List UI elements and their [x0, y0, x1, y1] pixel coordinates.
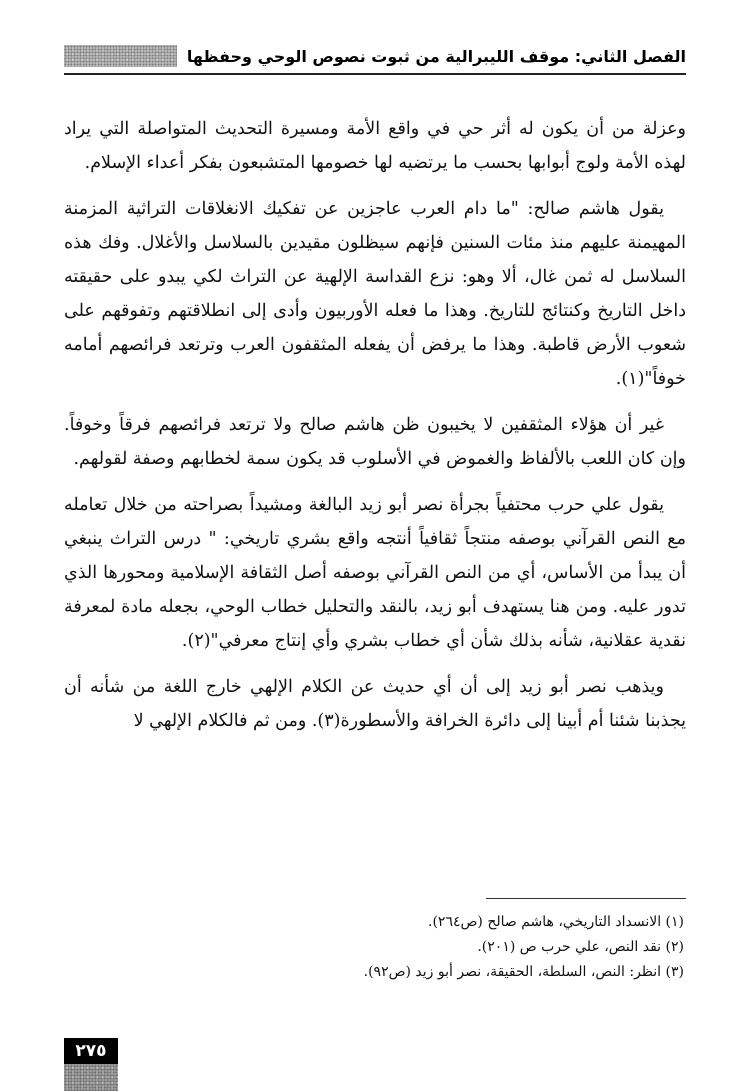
- paragraph: يقول هاشم صالح: "ما دام العرب عاجزين عن تفكيك الانغلاقات التراثية المزمنة المهيمنة عليهم منذ مئات السنين فإنهم سيظلون مقيدين بالسلاسل والأغلال. وفك هذه السلاسل له ثمن غال، ألا وهو: نزع القداسة الإلهية عن التراث لكي يبدو على حقيقته داخل التاريخ وكنتائج للتاريخ. وهذا ما فعله الأوربيون وأدى إلى انطلاقتهم وتفوقهم على شعوب الأرض قاطبة. وهذا ما يرفض أن يفعله المثقفون العرب وترتعد فرائصهم أمامه خوفاً"(١).: [64, 199, 686, 389]
- header-pattern-band: [64, 45, 177, 67]
- paragraph: ويذهب نصر أبو زيد إلى أن أي حديث عن الكلام الإلهي خارج اللغة من شأنه أن يجذبنا شئنا أم أبينا إلى دائرة الخرافة والأسطورة(٣). ومن ثم فالكلام الإلهي لا: [64, 677, 686, 731]
- footnote: (٢) نقد النص، علي حرب ص (٢٠١).: [477, 939, 684, 955]
- header-divider: [64, 73, 686, 75]
- page-number-box: [64, 1038, 118, 1091]
- running-header: [64, 42, 686, 70]
- main-text: [64, 112, 686, 750]
- paragraph: وعزلة من أن يكون له أثر حي في واقع الأمة ومسيرة التحديث المتواصلة التي يراد لهذه الأمة ولوج أبوابها بحسب ما يرتضيه لها خصومها المتشبعون بفكر أعداء الإسلام.: [64, 119, 686, 173]
- paragraph: غير أن هؤلاء المثقفين لا يخيبون ظن هاشم صالح ولا ترتعد فرائصهم فرقاً وخوفاً. وإن كان اللعب بالألفاظ والغموض في الأسلوب قد يكون سمة لخطابهم وصفة لقولهم.: [64, 415, 686, 469]
- footnote: (٣) انظر: النص، السلطة، الحقيقة، نصر أبو زيد (ص٩٢).: [363, 964, 684, 980]
- footnote-divider: [486, 898, 686, 899]
- footnote: (١) الانسداد التاريخي، هاشم صالح (ص٢٦٤).: [428, 914, 684, 930]
- footnotes: [64, 910, 686, 985]
- paragraph: يقول علي حرب محتفياً بجرأة نصر أبو زيد البالغة ومشيداً بصراحته من خلال تعامله مع النص القرآني بوصفه منتجاً ثقافياً أنتجه واقع بشري تاريخي: " درس التراث ينبغي أن يبدأ من الأساس، أي من النص القرآني بوصفه أصل الثقافة الإسلامية ومحورها الذي تدور عليه. ومن هنا يستهدف أبو زيد، بالنقد والتحليل خطاب الوحي، بجعله مادة لمعرفة نقدية عقلانية، شأنه بذلك شأن أي خطاب بشري وأي إنتاج معرفي"(٢).: [64, 495, 686, 651]
- chapter-title: الفصل الثاني: موقف الليبرالية من ثبوت نصوص الوحي وحفظها: [186, 46, 686, 66]
- page-number: ٢٧٥: [64, 1038, 118, 1064]
